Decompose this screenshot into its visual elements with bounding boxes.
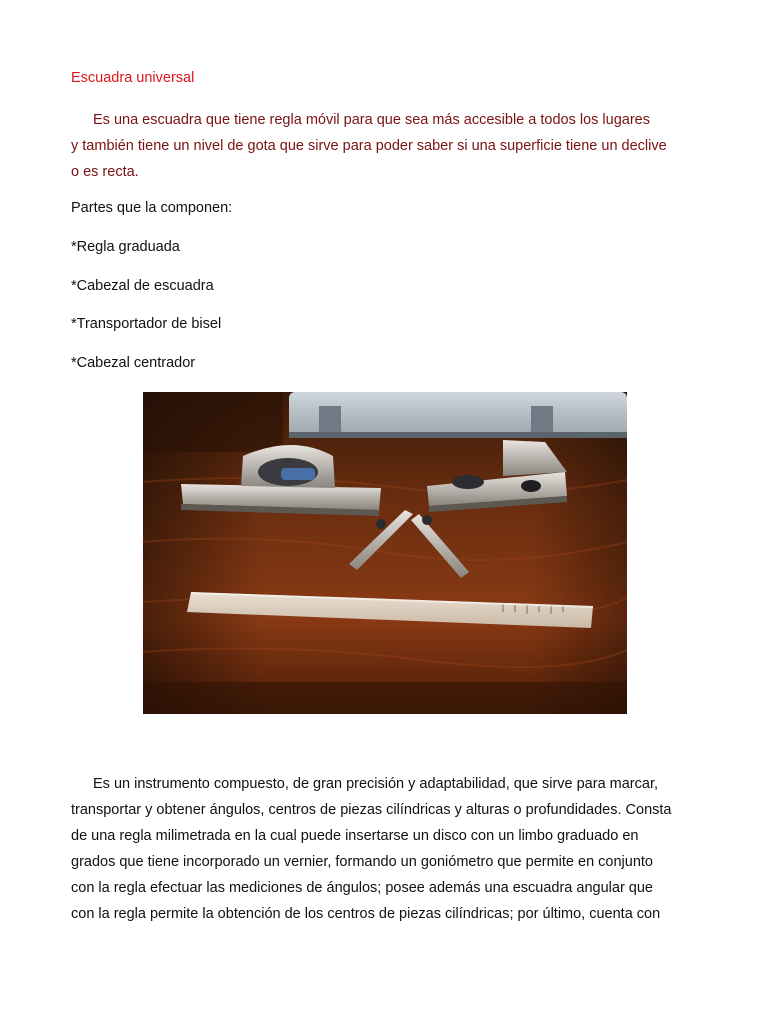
parts-heading: Partes que la componen:: [71, 200, 233, 216]
body-line: Es un instrumento compuesto, de gran precisión y adaptabilidad, que sirve para marcar,: [93, 776, 659, 792]
part-item: *Transportador de bisel: [71, 316, 222, 332]
body-line: de una regla milimetrada en la cual puede insertarse un disco con un limbo graduado en: [71, 828, 639, 844]
intro-paragraph: [71, 107, 711, 185]
document-title: Escuadra universal: [71, 70, 195, 86]
body-line: transportar y obtener ángulos, centros de piezas cilíndricas y alturas o profundidades. Consta: [71, 802, 672, 818]
body-line: con la regla permite la obtención de los centros de piezas cilíndricas; por último, cuenta con: [71, 906, 661, 922]
part-item: *Cabezal de escuadra: [71, 278, 214, 294]
body-line: con la regla efectuar las mediciones de ángulos; posee además una escuadra angular que: [71, 880, 653, 896]
intro-line: y también tiene un nivel de gota que sirve para poder saber si una superficie tiene un declive: [71, 138, 667, 154]
intro-line: o es recta.: [71, 164, 139, 180]
part-item: *Cabezal centrador: [71, 355, 196, 371]
body-line: grados que tiene incorporado un vernier, formando un goniómetro que permite en conjunto: [71, 854, 653, 870]
part-item: *Regla graduada: [71, 239, 180, 255]
combination-square-photo: [143, 392, 627, 714]
intro-line: Es una escuadra que tiene regla móvil para que sea más accesible a todos los lugares: [93, 112, 650, 128]
description-paragraph: [71, 771, 711, 927]
